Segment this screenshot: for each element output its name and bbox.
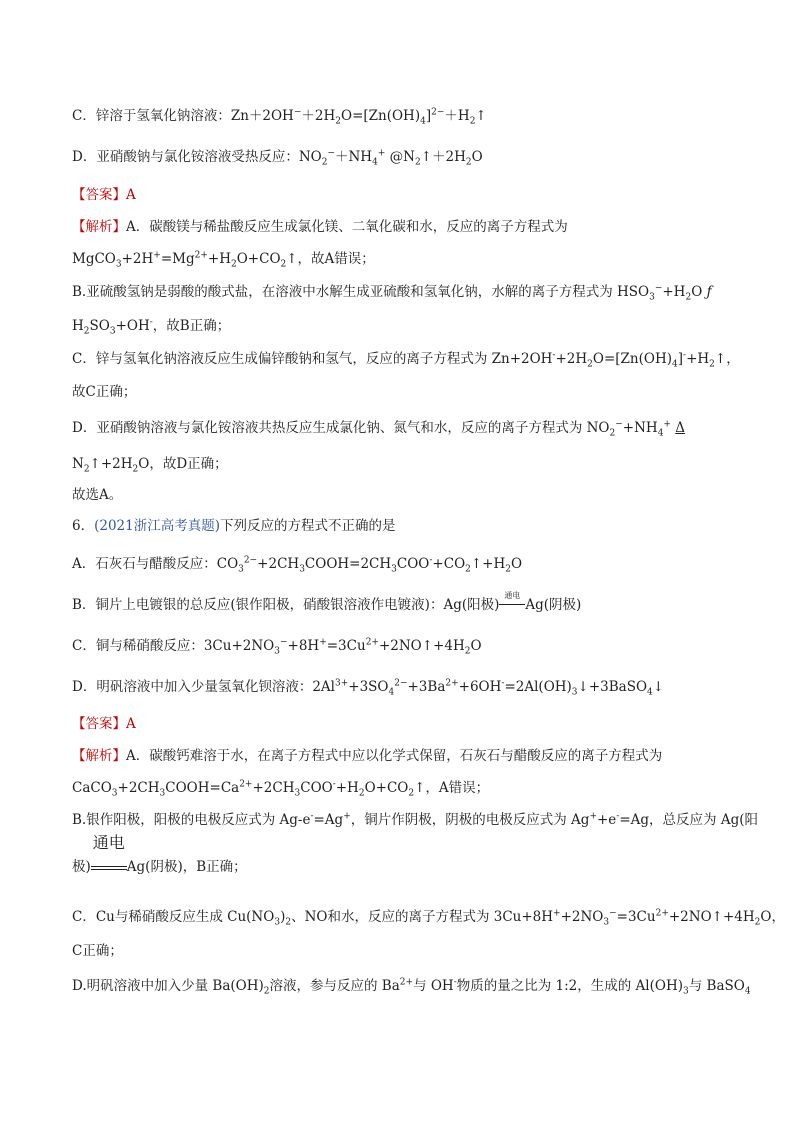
analysis-2-c: C．Cu与稀硝酸反应生成 $Cu(NO_3)_2$、NO和水，反应的离子方程式为 $3Cu+8H^++2NO_3^-=3Cu^{2+}+2NO↑+4H_2O$， [72, 908, 785, 928]
analysis-1-d: D．亚硝酸钠溶液与氯化铵溶液共热反应生成氯化钠、氮气和水，反应的离子方程式为 $NO_2^-+NH_4^+$ Δ [72, 419, 686, 439]
analysis-1-c-end: 故C正确； [72, 384, 137, 400]
analysis-2-a: 【解析】A．碳酸钙难溶于水，在离子方程式中应以化学式保留，石灰石与醋酸反应的离子方程式为 [72, 748, 663, 764]
question-6-option-a: A．石灰石与醋酸反应：$CO_3^{2-}+2CH_3COOH=2CH_3COO^-+CO_2↑+H_2O$ [72, 555, 523, 575]
analysis-1-b: B.亚硫酸氢钠是弱酸的酸式盐，在溶液中水解生成亚硫酸和氢氧化钠，水解的离子方程式为 $HSO_3^-+H_2O$ ƒ [72, 283, 712, 303]
conclusion-1: 故选A。 [72, 487, 123, 503]
question-6: 6．(2021浙江高考真题)下列反应的方程式不正确的是 [72, 518, 396, 534]
analysis-1-b-eq: $H_2SO_3+OH^-$，故B正确； [72, 317, 231, 337]
question-6-option-d: D．明矾溶液中加入少量氢氧化钡溶液：$2Al^{3+}+3SO_4^{2-}+3Ba^{2+}+6OH^-=2Al(OH)_3↓+3BaSO_4↓$ [72, 678, 665, 698]
analysis-1-a: 【解析】A．碳酸镁与稀盐酸反应生成氯化镁、二氧化碳和水，反应的离子方程式为 [72, 219, 568, 235]
question-6-option-c: C．铜与稀硝酸反应：$3Cu+2NO_3^-+8H^+=3Cu^{2+}+2NO↑+4H_2O$ [72, 637, 482, 657]
analysis-1-a-eq: $MgCO_3+2H^+=Mg^{2+}+H_2O+CO_2↑$，故A错误； [72, 250, 375, 270]
option-d: D．亚硝酸钠与氯化铵溶液受热反应：$NO_2^-+NH_4^+$ $@N_2↑+2H_2O$ [72, 148, 483, 168]
analysis-2-c-end: C正确； [72, 943, 123, 959]
analysis-2-a-eq: $CaCO_3+2CH_3COOH=Ca^{2+}+2CH_3COO^-+H_2O+CO_2↑$，A错误； [72, 779, 490, 799]
question-6-option-b: B．铜片上电镀银的总反应(银作阳极，硝酸银溶液作电镀液)：Ag(阳极) 通电 Ag(阴极) [72, 591, 582, 613]
option-c: C．锌溶于氢氧化钠溶液：$Zn+2OH^-+2H_2O=[Zn(OH)_4]^{2-}+H_2↑$ [72, 107, 487, 127]
answer-2: 【答案】A [72, 716, 136, 732]
analysis-1-c: C．锌与氢氧化钠溶液反应生成偏锌酸钠和氢气，反应的离子方程式为 $Zn+2OH^-+2H_2O=[Zn(OH)_4]^-+H_2↑$， [72, 350, 740, 370]
analysis-2-b-eq: 极) 通电 Ag(阴极)，B正确； [72, 833, 247, 875]
analysis-2-b: B.银作阳极，阳极的电极反应式为 Ag-e-=Ag+，铜片作阴极，阴极的电极反应式为 Ag++e-=Ag，总反应为 Ag(阳 [72, 811, 758, 828]
answer-1: 【答案】A [72, 187, 136, 203]
analysis-1-d-eq: $N_2↑+2H_2O$，故D正确； [72, 456, 228, 475]
analysis-2-d: D.明矾溶液中加入少量 $Ba(OH)_2$溶液，参与反应的 $Ba^{2+}$与 OH-物质的量之比为 1:2，生成的 $Al(OH)_3$与 BaSO$_4$ [72, 977, 751, 997]
